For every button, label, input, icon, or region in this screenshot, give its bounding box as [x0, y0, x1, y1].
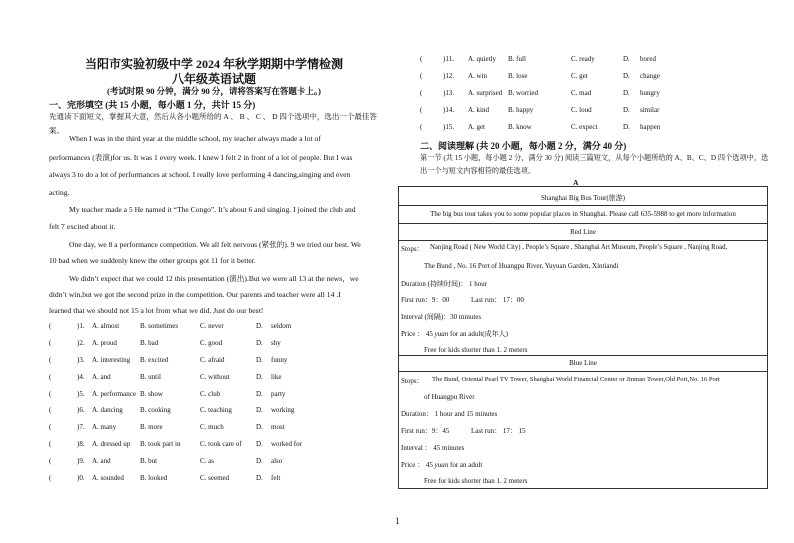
red-price: Price ： 45 yuan for an adult(成年人): [401, 330, 508, 338]
blue-stops-cont: of Huangpu River: [424, 393, 475, 401]
part1-instruction: 先通读下面短文，掌握其大意，然后从各小题所给的 A 、 B 、 C 、 D 四个选项中，选出一个最佳答案。: [49, 112, 377, 135]
answer-paren[interactable]: (: [49, 423, 52, 431]
blue-duration: Duration： 1 hour and 15 minutes: [401, 410, 498, 418]
answer-paren[interactable]: (: [420, 123, 423, 131]
red-stops: Nanjing Road ( New World City) , People’s Square , Shanghai Art Museum, People’s Square , Nanjing Road,: [430, 244, 728, 251]
answer-paren[interactable]: (: [49, 406, 52, 414]
red-stops-label: Stops：: [401, 245, 424, 253]
divider: [399, 240, 767, 241]
answer-paren[interactable]: (: [49, 339, 52, 347]
red-interval: Interval (间隔)：30 minutes: [401, 313, 482, 321]
question-row: ( )11. A. quietly B. full C. ready D. bored: [420, 55, 656, 63]
answer-paren[interactable]: (: [49, 474, 52, 482]
question-row: ( )9. A. and B. but C. as D. also: [49, 457, 283, 465]
grade-title: 八年级英语试题: [171, 72, 256, 86]
blue-free: Free for kids shorter than 1. 2 meters: [424, 477, 528, 485]
red-free: Free for kids shorter than 1. 2 meters: [424, 346, 528, 354]
question-row: ( )15. A. get B. know C. expect D. happen: [420, 123, 661, 131]
part2-instruction: 第一节 (共 15 小题，每小题 2 分，满分 30 分) 阅读三篇短文，从每个小题所给的 A、B、C、D 四个选项中，选出一个与短文内容相符的最佳选项。: [420, 154, 769, 175]
question-row: ( )4. A. and B. until C. without D. like: [49, 373, 282, 381]
divider: [399, 371, 767, 372]
blue-stops-label: Stops：: [401, 377, 424, 385]
passage-line: 10 bad when we suddenly knew the other groups got 11 for it better.: [49, 256, 256, 265]
blue-interval: Interval ： 45 minutes: [401, 444, 465, 452]
answer-paren[interactable]: (: [420, 89, 423, 97]
divider: [399, 205, 767, 206]
passage-line: always 3 to do a lot of performances at school. I really love performing 4 dancing,singing and even: [49, 170, 351, 179]
tour-intro: The big bus tour takes you to some popular places in Shanghai. Please call 635-5988 to get more information: [430, 210, 736, 218]
passage-line: My teacher made a 5 He named it “The Congo”. It’s about 6 and singing. I joined the club and: [69, 205, 356, 214]
question-row: ( )5. A. performance B. show C. club D. party: [49, 390, 286, 398]
question-row: ( )7. A. many B. more C. much D. most: [49, 423, 285, 431]
blue-line-title: Blue Line: [569, 359, 597, 367]
blue-first-run: First run：9：45: [401, 427, 450, 435]
answer-paren[interactable]: (: [49, 356, 52, 364]
blue-last-run: Last run： 17： 15: [471, 427, 526, 435]
red-first-run: First run：9：00: [401, 296, 450, 304]
part1-heading: 一、完形填空 (共 15 小题，每小题 1 分，共计 15 分): [49, 100, 256, 110]
red-last-run: Last run： 17：00: [471, 296, 524, 304]
passage-line: learned that we should not 15 a lot from what we did. Just do our best!: [49, 306, 264, 315]
divider: [399, 223, 767, 224]
question-row: ( )6. A. dancing B. cooking C. teaching D. working: [49, 406, 295, 414]
blue-price: Price ： 45 yuan for an adult: [401, 461, 483, 469]
answer-paren[interactable]: (: [420, 106, 423, 114]
passage-line: performances (表演)for us. It was 1 every week. I knew I felt 2 in front of a lot of people. But I was: [49, 153, 353, 162]
passage-line: felt 7 excited about it.: [49, 222, 116, 231]
answer-paren[interactable]: (: [420, 72, 423, 80]
red-duration: Duration (持续时间)： 1 hour: [401, 280, 488, 288]
answer-paren[interactable]: (: [49, 440, 52, 448]
divider: [399, 355, 767, 356]
answer-paren[interactable]: (: [49, 390, 52, 398]
answer-paren[interactable]: (: [49, 457, 52, 465]
red-stops-cont: The Bund , No. 16 Port of Huangpu River, Yuyuan Garden, Xintiandi: [424, 262, 619, 270]
passage-letter: A: [573, 178, 579, 187]
question-row: ( )13. A. surprised B. worried C. mad D. hungry: [420, 89, 660, 97]
part2-heading: 二、阅读理解 (共 20 小题，每小题 2 分，满分 40 分): [420, 141, 627, 151]
passage-line: We didn’t expect that we could 12 this presentation (演出).But we were all 13 at the news，we: [69, 274, 359, 283]
answer-paren[interactable]: (: [49, 322, 52, 330]
school-title: 当阳市实验初级中学 2024 年秋学期期中学情检测: [84, 57, 343, 71]
tour-info-box: [398, 186, 768, 489]
passage-line: didn’t win,but we got the second prize in the competition. Our parents and teacher were all 14 .I: [49, 290, 341, 299]
passage-line: acting.: [49, 188, 70, 197]
page-number: 1: [395, 516, 400, 526]
question-row: ( )2. A. proud B. bad C. good D. shy: [49, 339, 281, 347]
passage-line: One day, we 8 a performance competition. We all felt nervous (紧张的). 9 we tried our best. We: [69, 240, 361, 249]
tour-title: Shanghai Big Bus Tour(旅游): [541, 194, 625, 202]
red-line-title: Red Line: [570, 228, 596, 236]
exam-info: (考试时限 90 分钟，满分 90 分，请将答案写在答题卡上。): [107, 86, 321, 96]
passage-line: When I was in the third year at the middle school, my teacher always made a lot of: [69, 134, 321, 143]
answer-paren[interactable]: (: [49, 373, 52, 381]
question-row: ( )12. A. win B. lose C. get D. change: [420, 72, 660, 80]
question-row: ( )8. A. dressed up B. took part in C. took care of D. worked for: [49, 440, 302, 448]
question-row: ( )0. A. sounded B. looked C. seemed D. felt: [49, 474, 281, 482]
question-row: ( )14. A. kind B. happy C. loud D. similar: [420, 106, 660, 114]
question-row: ( )1. A. almost B. sometimes C. never D. seldom: [49, 322, 292, 330]
blue-stops: The Bund, Oriental Pearl TV Tower, Shanghai World Financial Center or Jinmao Tower,Old Port,No. 16 Port: [432, 376, 720, 383]
question-row: ( )3. A. interesting B. excited C. afraid D. funny: [49, 356, 288, 364]
answer-paren[interactable]: (: [420, 55, 423, 63]
